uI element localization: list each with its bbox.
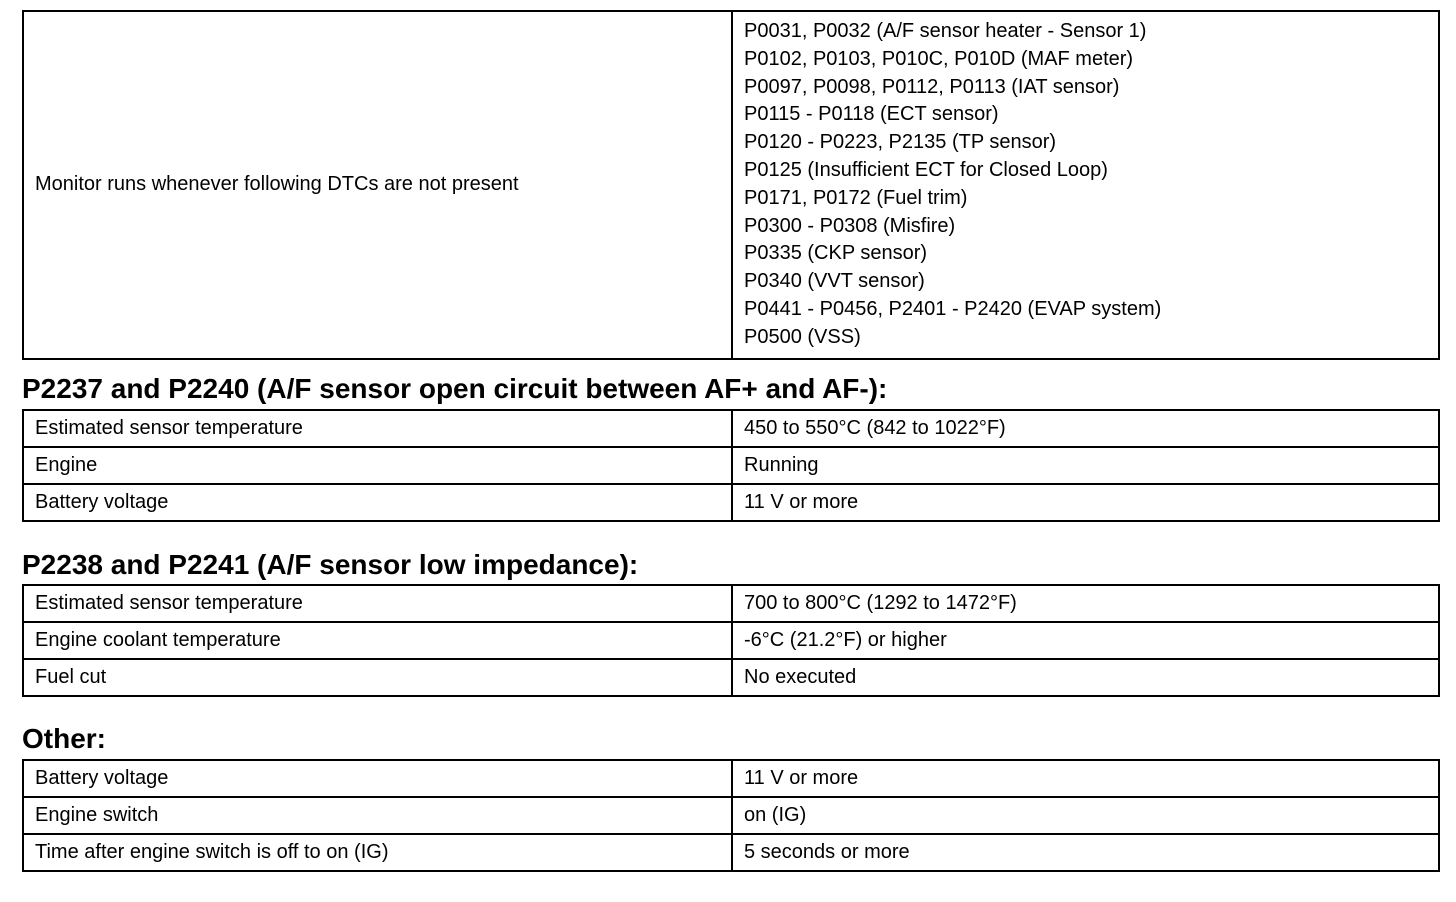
condition-label: Engine coolant temperature (23, 622, 732, 659)
list-item: P0335 (CKP sensor) (744, 242, 928, 265)
condition-label: Battery voltage (23, 760, 732, 797)
conditions-table (22, 584, 1440, 697)
condition-label: Estimated sensor temperature (23, 410, 732, 447)
table-row (23, 659, 1439, 696)
section-heading: P2237 and P2240 (A/F sensor open circuit between AF+ and AF-): (22, 373, 888, 404)
condition-label: Time after engine switch is off to on (IG) (23, 834, 732, 871)
list-item: P0500 (VSS) (744, 325, 861, 348)
list-item: P0120 - P0223, P2135 (TP sensor) (744, 131, 1057, 154)
table-row (23, 622, 1439, 659)
condition-value: No executed (732, 659, 1439, 696)
table-row (23, 834, 1439, 871)
condition-label: Estimated sensor temperature (23, 585, 732, 622)
table-row (23, 484, 1439, 521)
condition-label: Monitor runs whenever following DTCs are not present (23, 11, 732, 359)
list-item: P0300 - P0308 (Misfire) (744, 214, 956, 237)
condition-value: on (IG) (732, 797, 1439, 834)
condition-value: 5 seconds or more (732, 834, 1439, 871)
list-item: P0115 - P0118 (ECT sensor) (744, 103, 999, 126)
list-item: P0441 - P0456, P2401 - P2420 (EVAP system) (744, 297, 1162, 320)
list-item: P0340 (VVT sensor) (744, 270, 925, 293)
condition-value: 700 to 800°C (1292 to 1472°F) (732, 585, 1439, 622)
table-row (23, 447, 1439, 484)
condition-value: Running (732, 447, 1439, 484)
condition-value: 11 V or more (732, 484, 1439, 521)
dtc-code-list (732, 11, 1439, 359)
condition-value: -6°C (21.2°F) or higher (732, 622, 1439, 659)
condition-label: Battery voltage (23, 484, 732, 521)
condition-label: Engine (23, 447, 732, 484)
table-row (23, 11, 1439, 359)
list-item: P0125 (Insufficient ECT for Closed Loop) (744, 158, 1108, 181)
table-row (23, 410, 1439, 447)
section-heading: P2238 and P2241 (A/F sensor low impedance): (22, 549, 639, 580)
list-item: P0171, P0172 (Fuel trim) (744, 186, 968, 209)
dtc-conditions-table (22, 10, 1440, 360)
conditions-table (22, 759, 1440, 872)
list-item: P0031, P0032 (A/F sensor heater - Sensor 1) (744, 20, 1147, 42)
condition-value: 11 V or more (732, 760, 1439, 797)
condition-value: 450 to 550°C (842 to 1022°F) (732, 410, 1439, 447)
list-item: P0097, P0098, P0112, P0113 (IAT sensor) (744, 75, 1120, 98)
conditions-table (22, 409, 1440, 522)
condition-label: Engine switch (23, 797, 732, 834)
condition-label: Fuel cut (23, 659, 732, 696)
table-row (23, 585, 1439, 622)
table-row (23, 797, 1439, 834)
section-heading: Other: (22, 723, 106, 754)
list-item: P0102, P0103, P010C, P010D (MAF meter) (744, 47, 1134, 70)
table-row (23, 760, 1439, 797)
